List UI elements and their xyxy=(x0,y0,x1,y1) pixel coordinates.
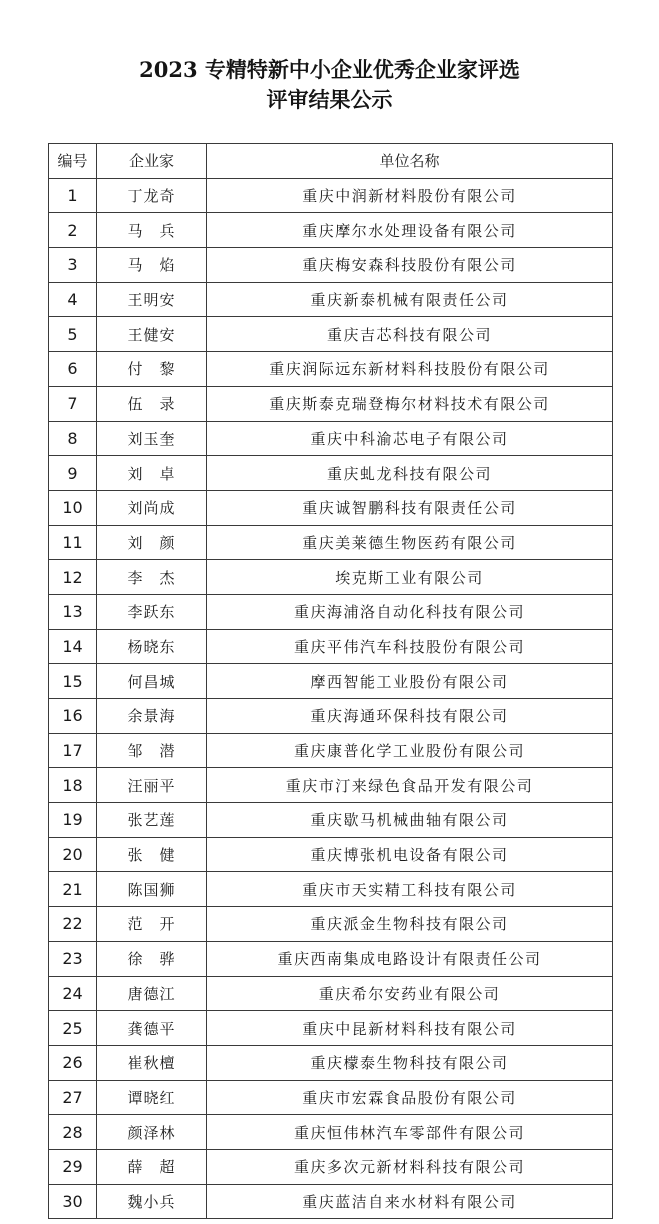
company-name-cell: 重庆恒伟林汽车零部件有限公司 xyxy=(207,1115,613,1150)
row-number-cell: 12 xyxy=(49,560,97,595)
table-row xyxy=(49,976,613,1011)
row-number-cell: 2 xyxy=(49,213,97,248)
table-row xyxy=(49,907,613,942)
company-name-cell: 重庆斯泰克瑞登梅尔材料技术有限公司 xyxy=(207,386,613,421)
company-name-cell: 重庆吉芯科技有限公司 xyxy=(207,317,613,352)
entrepreneur-name-cell: 邹 潜 xyxy=(97,733,207,768)
table-row xyxy=(49,629,613,664)
table-row xyxy=(49,386,613,421)
entrepreneur-name-cell: 刘 卓 xyxy=(97,456,207,491)
entrepreneur-name-cell: 颜泽林 xyxy=(97,1115,207,1150)
table-row xyxy=(49,664,613,699)
company-name-cell: 重庆中昆新材料科技有限公司 xyxy=(207,1011,613,1046)
entrepreneur-name-cell: 李跃东 xyxy=(97,594,207,629)
entrepreneur-name-cell: 杨晓东 xyxy=(97,629,207,664)
entrepreneur-name-cell: 王明安 xyxy=(97,282,207,317)
column-header-number: 编号 xyxy=(49,144,97,179)
table-row xyxy=(49,525,613,560)
company-name-cell: 重庆市宏霖食品股份有限公司 xyxy=(207,1080,613,1115)
table-row xyxy=(49,317,613,352)
row-number-cell: 17 xyxy=(49,733,97,768)
results-table xyxy=(48,143,613,1219)
table-row xyxy=(49,941,613,976)
table-row xyxy=(49,421,613,456)
company-name-cell: 重庆美莱德生物医药有限公司 xyxy=(207,525,613,560)
company-name-cell: 重庆虬龙科技有限公司 xyxy=(207,456,613,491)
row-number-cell: 5 xyxy=(49,317,97,352)
table-row xyxy=(49,1115,613,1150)
row-number-cell: 13 xyxy=(49,594,97,629)
company-name-cell: 重庆歇马机械曲轴有限公司 xyxy=(207,803,613,838)
entrepreneur-name-cell: 魏小兵 xyxy=(97,1184,207,1219)
row-number-cell: 22 xyxy=(49,907,97,942)
company-name-cell: 重庆多次元新材料科技有限公司 xyxy=(207,1149,613,1184)
entrepreneur-name-cell: 唐德江 xyxy=(97,976,207,1011)
row-number-cell: 29 xyxy=(49,1149,97,1184)
table-header-row xyxy=(49,144,613,179)
table-row xyxy=(49,733,613,768)
table-row xyxy=(49,248,613,283)
entrepreneur-name-cell: 徐 骅 xyxy=(97,941,207,976)
table-body xyxy=(49,178,613,1219)
row-number-cell: 11 xyxy=(49,525,97,560)
entrepreneur-name-cell: 伍 录 xyxy=(97,386,207,421)
row-number-cell: 15 xyxy=(49,664,97,699)
company-name-cell: 重庆海浦洛自动化科技有限公司 xyxy=(207,594,613,629)
company-name-cell: 重庆西南集成电路设计有限责任公司 xyxy=(207,941,613,976)
table-row xyxy=(49,837,613,872)
table-row xyxy=(49,1045,613,1080)
table-row xyxy=(49,872,613,907)
table-row xyxy=(49,213,613,248)
row-number-cell: 30 xyxy=(49,1184,97,1219)
table-row xyxy=(49,352,613,387)
row-number-cell: 14 xyxy=(49,629,97,664)
row-number-cell: 18 xyxy=(49,768,97,803)
row-number-cell: 21 xyxy=(49,872,97,907)
row-number-cell: 16 xyxy=(49,699,97,734)
entrepreneur-name-cell: 陈国狮 xyxy=(97,872,207,907)
row-number-cell: 4 xyxy=(49,282,97,317)
row-number-cell: 6 xyxy=(49,352,97,387)
entrepreneur-name-cell: 范 开 xyxy=(97,907,207,942)
company-name-cell: 重庆摩尔水处理设备有限公司 xyxy=(207,213,613,248)
entrepreneur-name-cell: 刘 颜 xyxy=(97,525,207,560)
entrepreneur-name-cell: 崔秋檀 xyxy=(97,1045,207,1080)
company-name-cell: 重庆蓝洁自来水材料有限公司 xyxy=(207,1184,613,1219)
company-name-cell: 重庆诚智鹏科技有限责任公司 xyxy=(207,490,613,525)
company-name-cell: 重庆中科渝芯电子有限公司 xyxy=(207,421,613,456)
row-number-cell: 7 xyxy=(49,386,97,421)
entrepreneur-name-cell: 谭晓红 xyxy=(97,1080,207,1115)
entrepreneur-name-cell: 薛 超 xyxy=(97,1149,207,1184)
entrepreneur-name-cell: 王健安 xyxy=(97,317,207,352)
company-name-cell: 重庆梅安森科技股份有限公司 xyxy=(207,248,613,283)
company-name-cell: 重庆博张机电设备有限公司 xyxy=(207,837,613,872)
row-number-cell: 24 xyxy=(49,976,97,1011)
row-number-cell: 10 xyxy=(49,490,97,525)
table-row xyxy=(49,178,613,213)
entrepreneur-name-cell: 何昌城 xyxy=(97,664,207,699)
row-number-cell: 8 xyxy=(49,421,97,456)
table-row xyxy=(49,1080,613,1115)
company-name-cell: 重庆润际远东新材料科技股份有限公司 xyxy=(207,352,613,387)
entrepreneur-name-cell: 丁龙奇 xyxy=(97,178,207,213)
row-number-cell: 9 xyxy=(49,456,97,491)
page-title: 2023 专精特新中小企业优秀企业家评选 xyxy=(139,57,520,82)
table-row xyxy=(49,282,613,317)
table-row xyxy=(49,768,613,803)
entrepreneur-name-cell: 马 焰 xyxy=(97,248,207,283)
company-name-cell: 重庆市汀来绿色食品开发有限公司 xyxy=(207,768,613,803)
row-number-cell: 19 xyxy=(49,803,97,838)
entrepreneur-name-cell: 汪丽平 xyxy=(97,768,207,803)
row-number-cell: 3 xyxy=(49,248,97,283)
entrepreneur-name-cell: 刘玉奎 xyxy=(97,421,207,456)
entrepreneur-name-cell: 付 黎 xyxy=(97,352,207,387)
row-number-cell: 28 xyxy=(49,1115,97,1150)
entrepreneur-name-cell: 张艺莲 xyxy=(97,803,207,838)
entrepreneur-name-cell: 李 杰 xyxy=(97,560,207,595)
row-number-cell: 27 xyxy=(49,1080,97,1115)
company-name-cell: 重庆希尔安药业有限公司 xyxy=(207,976,613,1011)
company-name-cell: 重庆中润新材料股份有限公司 xyxy=(207,178,613,213)
company-name-cell: 重庆平伟汽车科技股份有限公司 xyxy=(207,629,613,664)
company-name-cell: 重庆檬泰生物科技有限公司 xyxy=(207,1045,613,1080)
row-number-cell: 23 xyxy=(49,941,97,976)
company-name-cell: 重庆新泰机械有限责任公司 xyxy=(207,282,613,317)
column-header-company: 单位名称 xyxy=(207,144,613,179)
table-row xyxy=(49,1149,613,1184)
company-name-cell: 重庆市天实精工科技有限公司 xyxy=(207,872,613,907)
table-row xyxy=(49,594,613,629)
entrepreneur-name-cell: 余景海 xyxy=(97,699,207,734)
company-name-cell: 重庆康普化学工业股份有限公司 xyxy=(207,733,613,768)
company-name-cell: 重庆派金生物科技有限公司 xyxy=(207,907,613,942)
page-subtitle: 评审结果公示 xyxy=(266,87,393,112)
table-row xyxy=(49,560,613,595)
table-row xyxy=(49,1011,613,1046)
entrepreneur-name-cell: 刘尚成 xyxy=(97,490,207,525)
table-row xyxy=(49,456,613,491)
table-row xyxy=(49,803,613,838)
table-row xyxy=(49,490,613,525)
company-name-cell: 摩西智能工业股份有限公司 xyxy=(207,664,613,699)
entrepreneur-name-cell: 张 健 xyxy=(97,837,207,872)
entrepreneur-name-cell: 马 兵 xyxy=(97,213,207,248)
column-header-entrepreneur: 企业家 xyxy=(97,144,207,179)
table-row xyxy=(49,1184,613,1219)
table-row xyxy=(49,699,613,734)
row-number-cell: 1 xyxy=(49,178,97,213)
row-number-cell: 25 xyxy=(49,1011,97,1046)
row-number-cell: 20 xyxy=(49,837,97,872)
company-name-cell: 埃克斯工业有限公司 xyxy=(207,560,613,595)
row-number-cell: 26 xyxy=(49,1045,97,1080)
company-name-cell: 重庆海通环保科技有限公司 xyxy=(207,699,613,734)
entrepreneur-name-cell: 龚德平 xyxy=(97,1011,207,1046)
